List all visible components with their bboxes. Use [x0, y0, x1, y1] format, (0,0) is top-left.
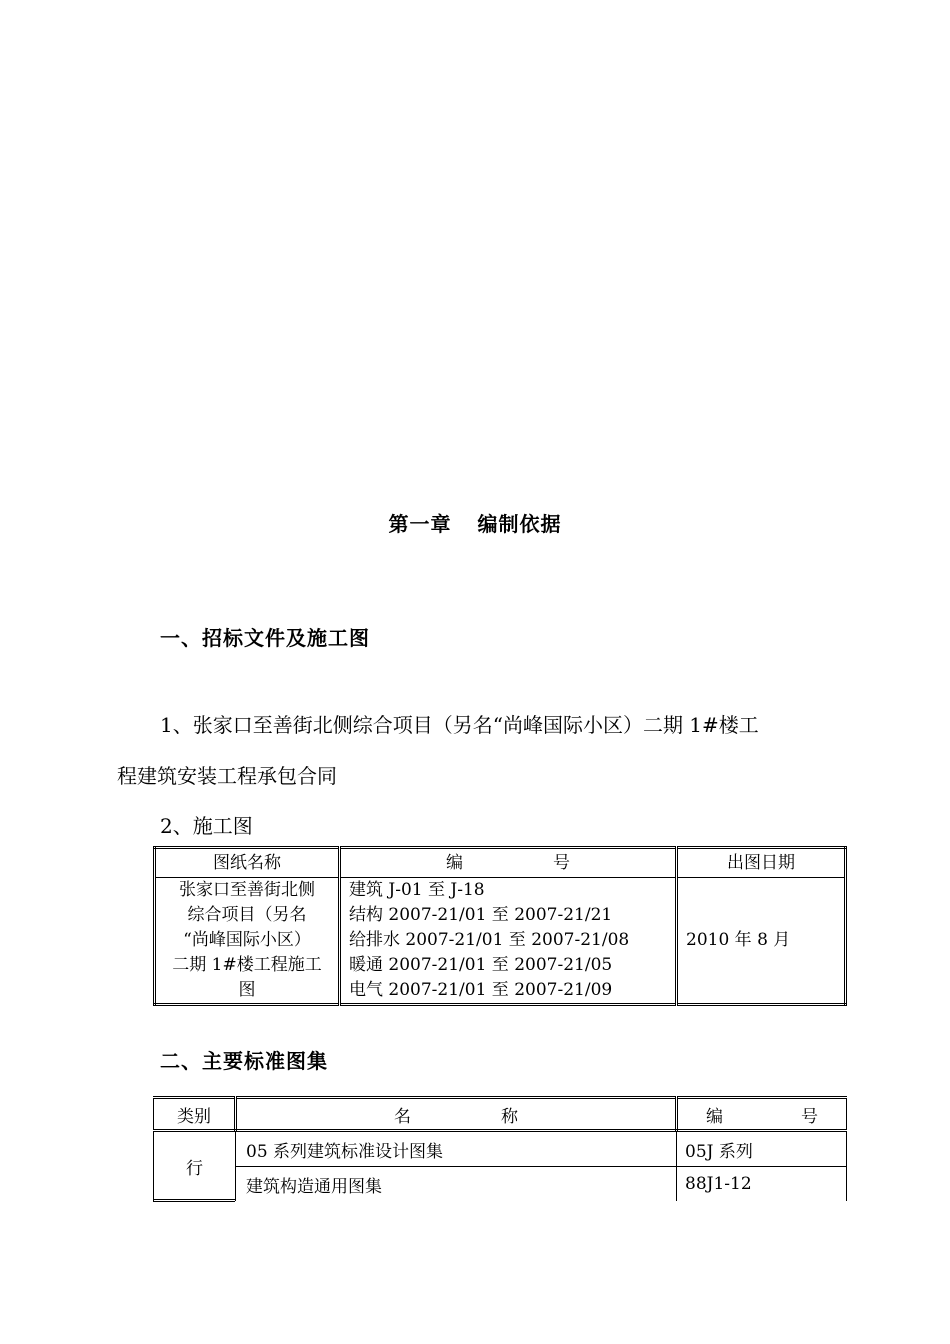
header-code: 编 号: [340, 848, 677, 878]
drawing-name-cell: 张家口至善街北侧 综合项目（另名 “尚峰国际小区） 二期 1#楼工程施工 图: [155, 878, 340, 1005]
chapter-name: 编制依据: [477, 512, 562, 536]
header-number: 编 号: [677, 1098, 847, 1131]
chapter-number: 第一章: [388, 512, 452, 536]
standards-table-header: [154, 1098, 847, 1131]
drawings-table-header: [155, 848, 846, 878]
drawing-code-cell: 建筑 J-01 至 J-18 结构 2007-21/01 至 2007-21/21 给排水 2007-21/01 至 2007-21/08 暖通 2007-21/01 至 2007-21/05 电气 2007-21/01 至 2007-21/09: [340, 878, 677, 1005]
chapter-title: [0, 508, 950, 537]
standards-table: [153, 1096, 847, 1201]
drawing-date-cell: 2010 年 8 月: [677, 878, 846, 1005]
category-cell: 行: [154, 1131, 236, 1202]
standard-code: 05J 系列: [677, 1131, 847, 1167]
header-name: 名 称: [236, 1098, 677, 1131]
standard-name: 建筑构造通用图集: [236, 1167, 677, 1202]
section-heading-1: 一、招标文件及施工图: [160, 626, 370, 650]
section-heading-2: 二、主要标准图集: [160, 1049, 328, 1073]
standard-code: 88J1-12: [677, 1167, 847, 1202]
table-row: [154, 1167, 847, 1202]
table-row: [154, 1131, 847, 1167]
drawings-table: [153, 846, 847, 1006]
header-category: 类别: [154, 1098, 236, 1131]
category-cell-bottom-border: [153, 1199, 235, 1204]
item2-label: 2、施工图: [160, 814, 253, 838]
standard-name: 05 系列建筑标准设计图集: [236, 1131, 677, 1167]
item1-line1: 1、张家口至善街北侧综合项目（另名“尚峰国际小区）二期 1#楼工: [160, 713, 759, 737]
header-drawing-name: 图纸名称: [155, 848, 340, 878]
item1-line2: 程建筑安装工程承包合同: [117, 764, 337, 788]
header-issue-date: 出图日期: [677, 848, 846, 878]
drawings-table-row: [155, 878, 846, 1005]
